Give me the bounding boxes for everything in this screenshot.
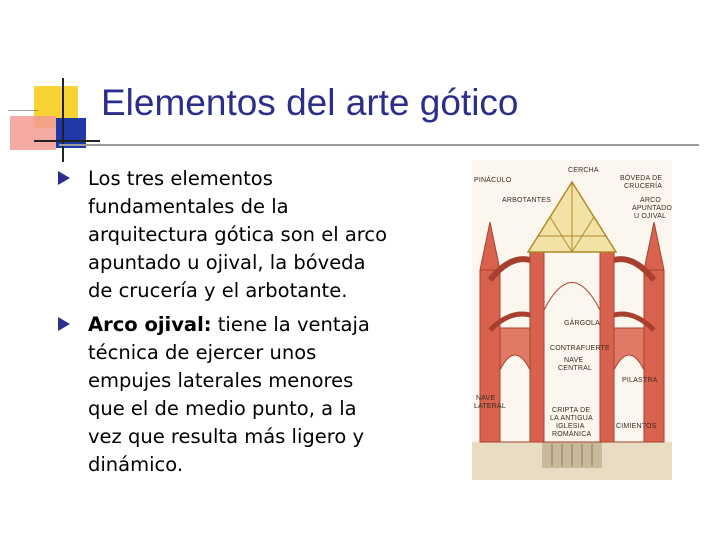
label-nave-lateral-1: NAVE [476, 395, 496, 402]
label-arbotantes: ARBOTANTES [502, 197, 551, 204]
label-pinaculo: PINÁCULO [474, 177, 512, 184]
bullet-arrow-icon [58, 171, 70, 185]
label-pilastra: PILASTRA [622, 377, 658, 384]
left-buttress [480, 270, 500, 442]
label-nave-central-1: NAVE [564, 357, 584, 364]
label-cimientos: CIMIENTOS [616, 423, 657, 430]
label-nave-central-2: CENTRAL [558, 365, 593, 372]
logo-horizontal-line [34, 140, 100, 142]
bullet-arrow-icon [58, 317, 70, 331]
title-divider [59, 144, 699, 146]
decorative-squares-logo [8, 78, 100, 162]
label-gargola: GÁRGOLA [564, 320, 601, 327]
bullet-list [58, 165, 458, 485]
label-boveda-2: CRUCERÍA [624, 183, 663, 190]
bullet-bold-term: Arco ojival: [88, 313, 212, 336]
label-cripta-1: CRIPTA DE [552, 407, 591, 414]
label-cripta-2: LA ANTIGUA [550, 415, 593, 422]
cathedral-section-svg [472, 160, 672, 480]
left-pier [530, 250, 544, 442]
gothic-cathedral-diagram [472, 160, 672, 480]
logo-line [8, 110, 38, 111]
label-cripta-4: ROMÁNICA [552, 431, 592, 438]
label-cripta-3: IGLESIA [556, 423, 585, 430]
bullet-item [58, 165, 458, 305]
label-boveda-1: BÓVEDA DE [620, 175, 663, 182]
right-pinnacle [644, 222, 664, 270]
label-cercha: CERCHA [568, 167, 599, 174]
red-square [10, 116, 56, 150]
slide-title: Elementos del arte gótico [101, 82, 519, 123]
bullet-text: Los tres elementos fundamentales de la arquitectura gótica son el arco apuntado u ojival, la bóveda de crucería y el arbotante. [88, 167, 388, 302]
bullet-item [58, 311, 458, 479]
label-nave-lateral-2: LATERAL [474, 403, 507, 410]
logo-vertical-line [62, 78, 64, 162]
right-buttress [644, 270, 664, 442]
left-aisle-arch [500, 355, 530, 442]
label-arco-1: ARCO [640, 197, 662, 204]
label-contrafuerte: CONTRAFUERTE [550, 345, 610, 352]
left-pinnacle [480, 222, 500, 270]
label-arco-3: U OJIVAL [634, 213, 667, 220]
label-arco-2: APUNTADO [632, 205, 672, 212]
bullet-text: Arco ojival: tiene la ventaja técnica de ejercer unos empujes laterales menores que el de medio punto, a la vez que resulta más ligero y dinámico. [88, 313, 370, 476]
